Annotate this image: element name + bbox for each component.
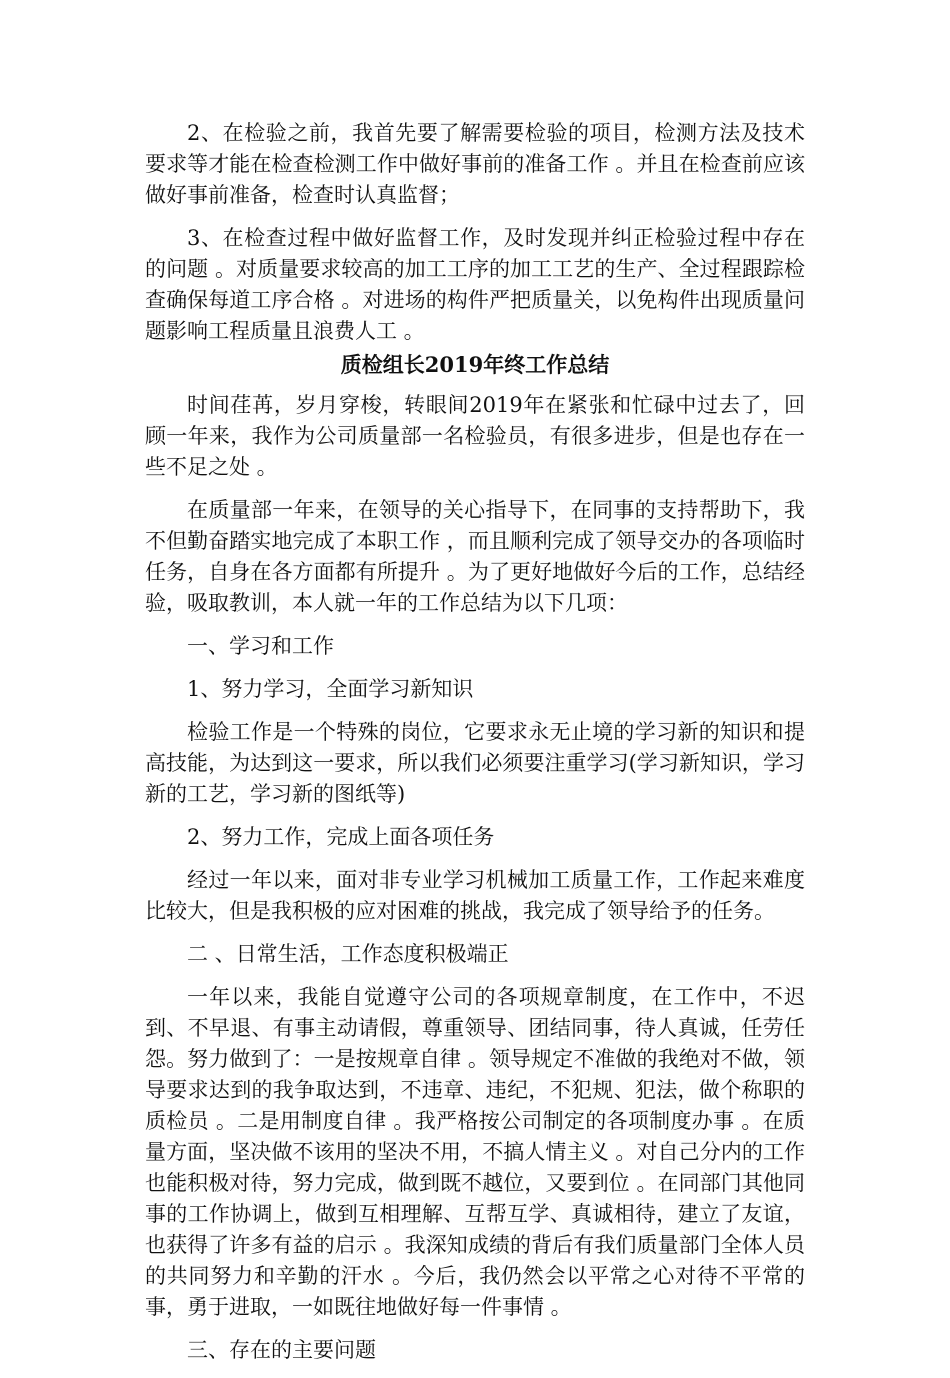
section-heading-daily-life: 二 、日常生活，工作态度积极端正 [187, 942, 509, 966]
subheading-work: 2、努力工作，完成上面各项任务 [187, 825, 495, 849]
document-page [145, 118, 805, 1378]
subheading-study: 1、努力学习，全面学习新知识 [187, 677, 474, 701]
section-heading-study-work: 一、学习和工作 [187, 634, 334, 658]
paragraph-inspection-prep: 2、在检验之前，我首先要了解需要检验的项目，检测方法及技术要求等才能在检查检测工作中做好事前的准备工作 。并且在检查前应该做好事前准备，检查时认真监督； [145, 121, 805, 207]
document-title: 质检组长2019年终工作总结 [340, 352, 610, 377]
paragraph-inspection-supervision: 3、在检查过程中做好监督工作，及时发现并纠正检验过程中存在的问题 。对质量要求较高的加工工序的加工工艺的生产、全过程跟踪检查确保每道工序合格 。对进场的构件严把质量关，以免构件出现质量问题影响工程质量且浪费人工 。 [145, 226, 805, 343]
paragraph-intro: 时间荏苒，岁月穿梭，转眼间2019年在紧张和忙碌中过去了，回顾一年来，我作为公司质量部一名检验员，有很多进步，但是也存在一些不足之处 。 [145, 393, 805, 479]
paragraph-daily-life: 一年以来，我能自觉遵守公司的各项规章制度，在工作中，不迟到、不早退、有事主动请假，尊重领导、团结同事，待人真诚，任劳任怨。努力做到了：一是按规章自律 。领导规定不准做的我绝对不做，领导要求达到的我争取达到，不违章、违纪，不犯规、犯法，做个称职的质检员 。二是用制度自律 。我严格按公司制定的各项制度办事 。在质量方面，坚决做不该用的坚决不用，不搞人情主义 。对自己分内的工作也能积极对待，努力完成，做到既不越位，又要到位 。在同部门其他同事的工作协调上，做到互相理解、互帮互学、真诚相待，建立了友谊，也获得了许多有益的启示 。我深知成绩的背后有我们质量部门全体人员的共同努力和辛勤的汗水 。今后，我仍然会以平常之心对待不平常的事，勇于进取，一如既往地做好每一件事情 。 [145, 985, 805, 1319]
paragraph-study: 检验工作是一个特殊的岗位，它要求永无止境的学习新的知识和提高技能，为达到这一要求，所以我们必须要注重学习(学习新知识，学习新的工艺，学习新的图纸等) [145, 720, 805, 806]
section-heading-problems: 三、存在的主要问题 [187, 1338, 376, 1362]
paragraph-work: 经过一年以来，面对非专业学习机械加工质量工作，工作起来难度比较大，但是我积极的应对困难的挑战，我完成了领导给予的任务。 [145, 868, 805, 923]
paragraph-overview: 在质量部一年来，在领导的关心指导下，在同事的支持帮助下，我不但勤奋踏实地完成了本职工作 ，而且顺利完成了领导交办的各项临时任务，自身在各方面都有所提升 。为了更好地做好今后的工作，总结经验，吸取教训，本人就一年的工作总结为以下几项： [145, 498, 805, 615]
